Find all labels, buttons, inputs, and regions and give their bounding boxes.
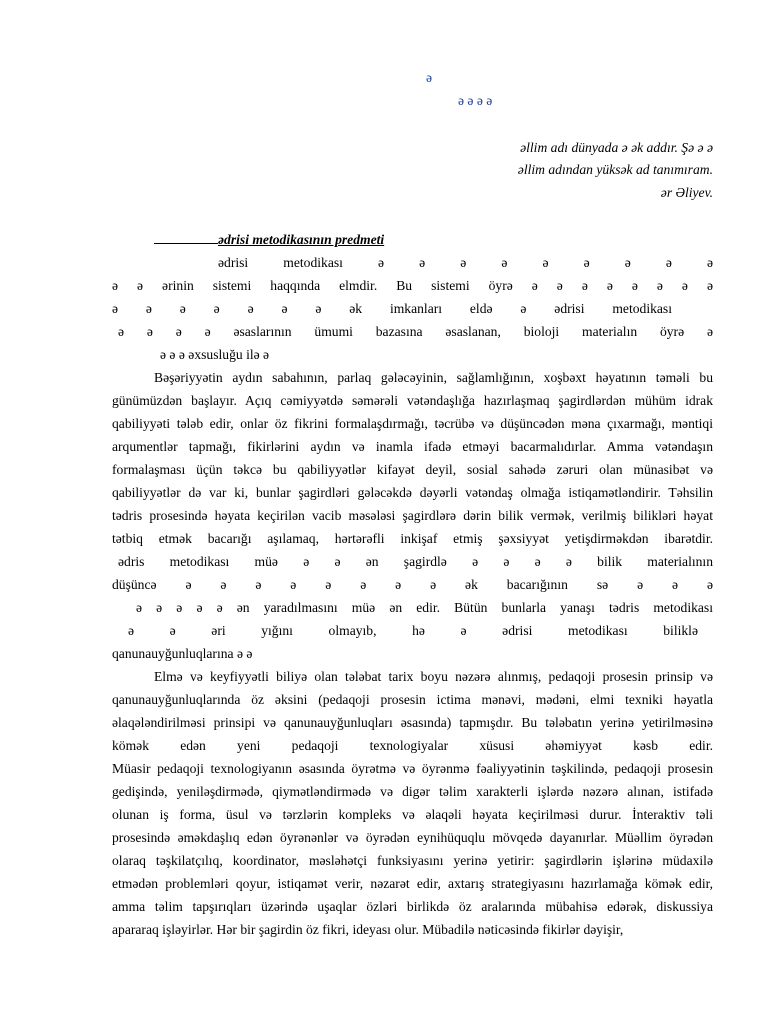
epigraph-line-1: əllim adı dünyada ə ək addır. Şə ə ə xyxy=(520,140,713,155)
paragraph-line: ə ə ə ə ə ə ə ək imkanları eldə ə ədrisi metodikası xyxy=(112,301,672,316)
paragraph-line: ə ə ə ə ə ən yaradılmasını müə ən edir. Bütün bunlarla yanaşı tədris metodikası xyxy=(136,600,713,615)
paragraph-line: əlaqələndirilməsi prinsipi və qanunauyğunluqları əsasında) tapmışdır. Bu tələbatın yerinə yetirilməsinə xyxy=(112,715,713,730)
paragraph-line: ə ə ə ə əsaslarının ümumi bazasına əsaslanan, bioloji materialın öyrə ə xyxy=(118,324,713,339)
paragraph-line: kömək edən yeni pedaqoji texnologiyalar xüsusi əhəmiyyət kəsb edir. xyxy=(112,738,713,753)
paragraph-line: prosesində əməkdaşlıq edən öyrənənlər və öyrədən eynihüquqlu mövqedə dayanırlar. Müəllim öyrədən xyxy=(112,830,713,845)
paragraph-line: Elmə və keyfiyyətli biliyə olan tələbat tarix boyu nəzərə alınmış, pedaqoji prosesin prinsip və xyxy=(154,669,713,684)
paragraph-line: qanunauyğunluqlarında öz əksini (pedaqoji prosesin ictima mənəvi, mədəni, elmi texniki həyatla xyxy=(112,692,713,707)
paragraph-line: formalaşması üçün təkcə bu qabiliyyətlər kifayət deyil, sosial sahədə zəruri olan münasibət və xyxy=(112,462,713,477)
paragraph-line: ə ə əri yığını olmayıb, hə ə ədrisi metodikası biliklə xyxy=(128,623,698,638)
paragraph-line: apararaq işləyirlər. Hər bir şagirdin öz fikri, ideyası olur. Mübadilə nəticəsində fikirlər dəyişir, xyxy=(112,922,624,937)
paragraph-line: olaraq təşkilatçılıq, koordinator, məsləhətçi funksiyasını yerinə yetirir: şagirdlərin işlərinə müdaxilə xyxy=(112,853,713,868)
paragraph-line: etmədən problemləri qoyur, istiqamət verir, nəzarət edir, axtarış strategiyasını hazırlamağa kömək edir, xyxy=(112,876,713,891)
paragraph-line: amma təlim tapşırıqları üzərində uşaqlar özləri birlikdə öz aralarında mübahisə edərək, diskussiya xyxy=(112,899,713,914)
paragraph-line: günümüzdən başlayır. Açıq cəmiyyətdə səmərəli vətəndaşlığa hazırlaşmaq şagirdlərdən mühüm idrak xyxy=(112,393,713,408)
paragraph-line: tətbiq etmək bacarığı aşılamaq, hərtərəfli inkişaf etmiş şəxsiyyət yetişdirməkdən ibarətdir. xyxy=(112,531,713,546)
header-line-1: ə xyxy=(426,70,433,85)
paragraph-line: olunan iş forma, üsul və tərzlərin kompleks və əlaqəli həyata keçirilməsi durur. İnteraktiv təli xyxy=(112,807,713,822)
paragraph-line: ədrisi metodikası ə ə ə ə ə ə ə ə ə xyxy=(218,255,713,270)
paragraph-line: Müasir pedaqoji texnologiyanın əsasında öyrətmə və öyrənmə fəaliyyətinin təşkilində, pedaqoji prosesin xyxy=(112,761,713,776)
paragraph-line: düşüncə ə ə ə ə ə ə ə ə ək bacarığının sə ə ə ə xyxy=(112,577,713,592)
paragraph-line: qabiliyyətlər də var ki, bunlar şagirdləri gələcəkdə dəyərli vətəndaş olmağa istiqamətləndirir. Təhsilin xyxy=(112,485,713,500)
paragraph-line: ə ə ə əxsusluğu ilə ə xyxy=(160,347,270,362)
paragraph-line: arqumentlər tapmağı, fikirlərini aydın və inamla ifadə etməyi bacarmalıdırlar. Amma vətəndaşın xyxy=(112,439,713,454)
paragraph-line: qanunauyğunluqlarına ə ə xyxy=(112,646,253,661)
section-title xyxy=(154,230,554,249)
paragraph-line: ədris metodikası müə ə ə ən şagirdlə ə ə ə ə bilik materialının xyxy=(118,554,713,569)
title-underline-rule xyxy=(154,233,218,244)
section-title-text: ədrisi metodikasının predmeti xyxy=(218,232,385,247)
paragraph-line: gedişində, yeniləşdirmədə, qiymətləndirmədə və digər təlim xarakterli işlərdə nəzərə alınan, istifadə xyxy=(112,784,713,799)
paragraph-line: tədris prosesində həyata keçirilən vacib məsələsi şagirdlərə dərin bilik vermək, verilmiş bilikləri həyat xyxy=(112,508,713,523)
paragraph-line: qabiliyyəti tələb edir, onlar öz fikrini formalaşdırmağı, təcrübə və düşüncədən məna çıxarmağı, məntiqi xyxy=(112,416,713,431)
paragraph-line: Bəşəriyyətin aydın sabahının, parlaq gələcəyinin, sağlamlığının, xoşbəxt həyatının təməli bu xyxy=(154,370,713,385)
epigraph-line-2: əllim adından yüksək ad tanımıram. xyxy=(517,162,713,177)
epigraph-author: ər Əliyev. xyxy=(660,185,713,200)
paragraph-line: ə ə ərinin sistemi haqqında elmdir. Bu sistemi öyrə ə ə ə ə ə ə ə ə xyxy=(112,278,713,293)
header-line-2: ə ə ə ə xyxy=(458,93,493,108)
